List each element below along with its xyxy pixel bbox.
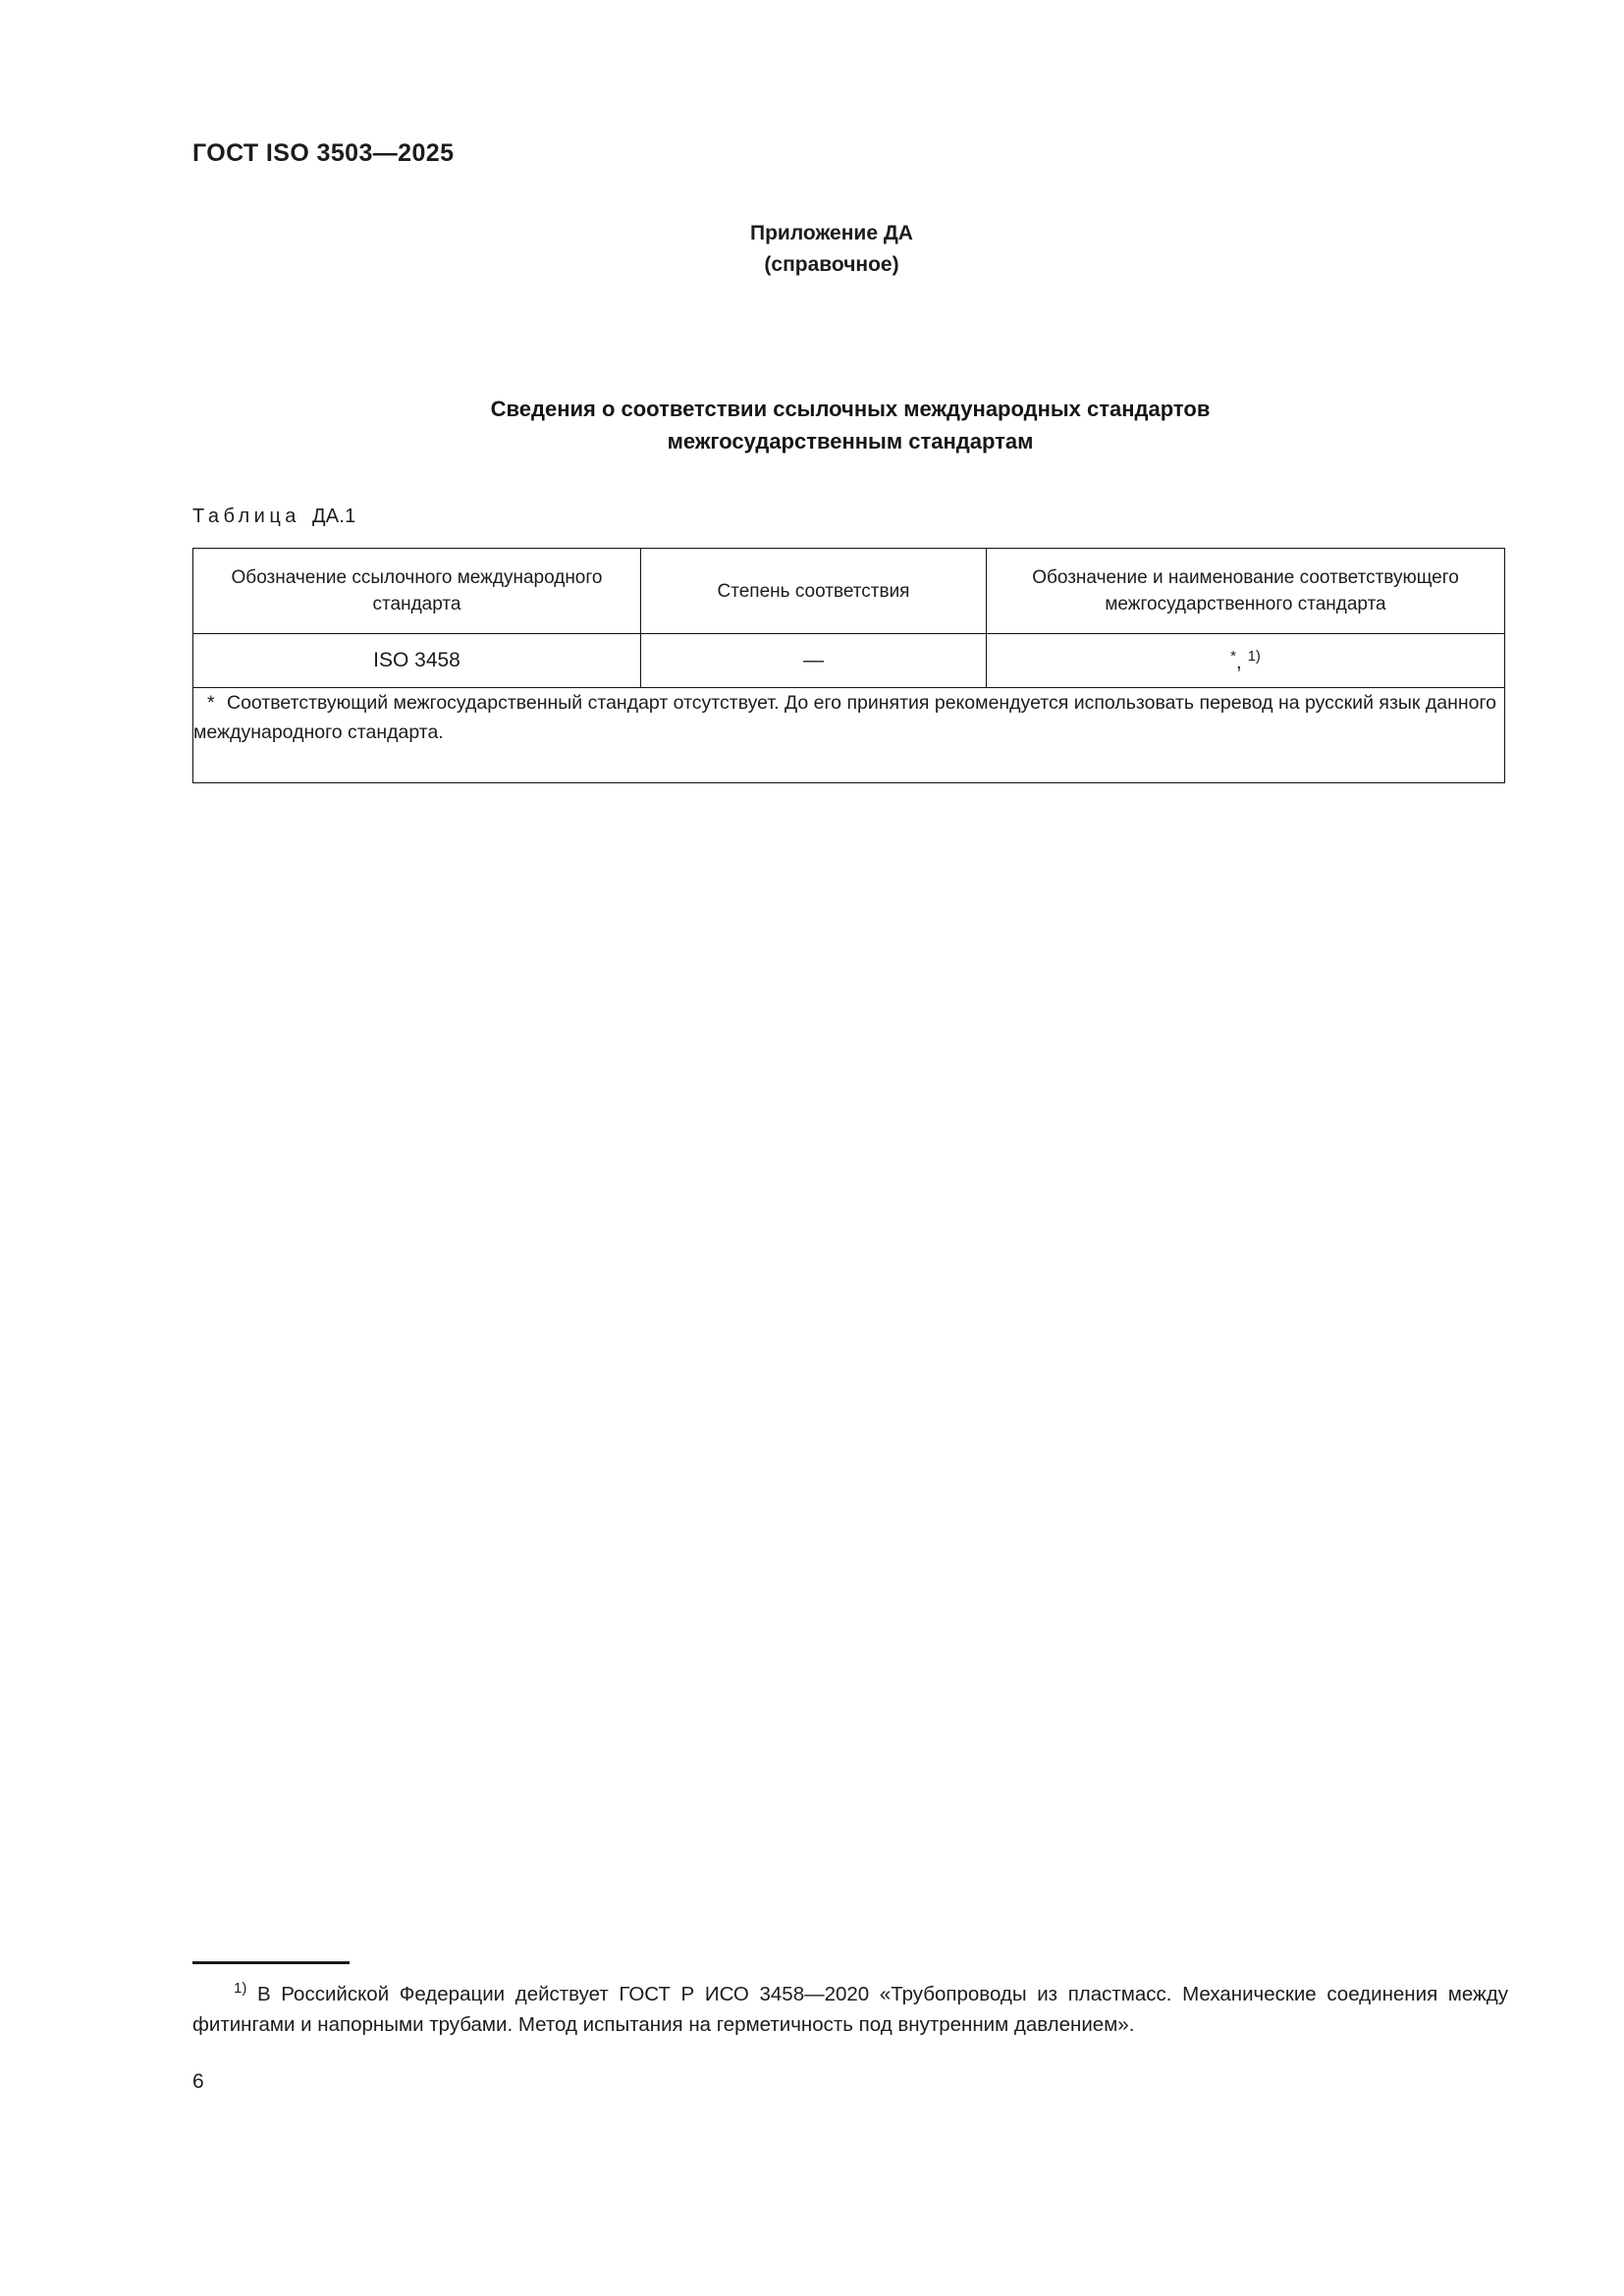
cell-comma: ,	[1235, 651, 1248, 673]
footnote-text: В Российской Федерации действует ГОСТ Р ИСО 3458—2020 «Трубопроводы из пластмасс. Механические соединения между фитингами и напорными трубами. Метод испытания на герметичность под внутренним давлением».	[192, 1982, 1508, 2036]
annex-subtitle: (справочное)	[764, 253, 899, 276]
table-row	[193, 634, 1505, 688]
page-title-line-2: межгосударственным стандартам	[667, 429, 1034, 454]
table-note-marker: *	[207, 692, 215, 714]
footnote-space	[246, 1983, 257, 2005]
table-caption-number: ДА.1	[312, 506, 356, 527]
table-note-text: Соответствующий межгосударственный стандарт отсутствует. До его принятия рекомендуется использовать перевод на русский язык данного международного стандарта.	[193, 692, 1496, 743]
table-header-row	[193, 549, 1505, 634]
page-title-line-1: Сведения о соответствии ссылочных международных стандартов	[490, 397, 1211, 421]
annex-heading-block	[0, 218, 1624, 281]
page-number: 6	[192, 2070, 204, 2093]
running-header: ГОСТ ISO 3503—2025	[192, 139, 455, 167]
footnote-marker: 1)	[234, 1980, 247, 1997]
footnote-separator	[192, 1961, 350, 1964]
column-header-degree-of-conformity: Степень соответствия	[641, 549, 987, 634]
column-header-reference-standard: Обозначение ссылочного международного стандарта	[193, 549, 641, 634]
cell-corresponding-standard	[987, 634, 1505, 688]
table-note	[193, 688, 1505, 783]
annex-title: Приложение ДА	[750, 222, 913, 244]
cell-footnote-number: 1)	[1247, 648, 1261, 665]
correspondence-table	[192, 548, 1505, 783]
cell-reference-standard: ISO 3458	[193, 634, 641, 688]
table-note-row	[193, 688, 1505, 783]
cell-degree-of-conformity: —	[641, 634, 987, 688]
column-header-corresponding-standard: Обозначение и наименование соответствующего межгосударственного стандарта	[987, 549, 1505, 634]
page-footnote	[192, 1973, 1508, 2040]
cell-footnote-star: *	[1230, 648, 1236, 665]
table-caption-word: Таблица	[192, 506, 300, 527]
table-caption	[192, 506, 355, 528]
page-title	[192, 393, 1508, 457]
